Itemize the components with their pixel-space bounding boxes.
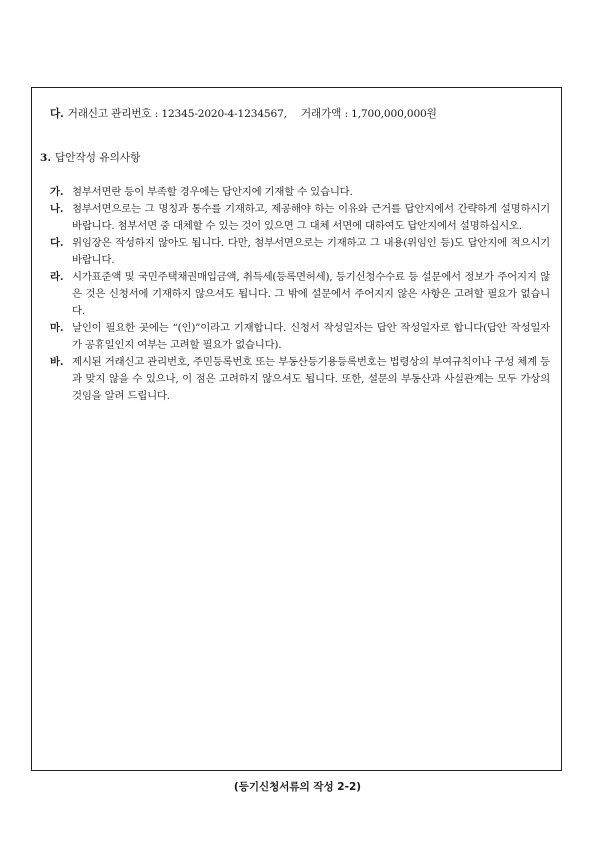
item-text: 제시된 거래신고 관리번호, 주민등록번호 또는 부동산등기용등록번호는 법령상의 부여규칙이나 구성 체계 등과 맞지 않을 수 있으나, 이 점은 고려하지 않으셔도 됩니다. 또한, 설문의 부동산과 사실관계는 모두 가상의 것임을 알려 드립니다.: [72, 356, 550, 402]
item-mark: 가.: [50, 186, 64, 198]
transaction-info-line: [50, 106, 437, 121]
item-text: 날인이 필요한 곳에는 “(인)”이라고 기재합니다. 신청서 작성일자는 답안 작성일자로 합니다(답안 작성일자가 공휴일인지 여부는 고려할 필요가 없습니다).: [72, 322, 550, 351]
item-mark: 마.: [50, 322, 64, 334]
instruction-item: [50, 235, 550, 269]
section-title-text: 답안작성 유의사항: [55, 152, 141, 164]
item-text: 첨부서면란 등이 부족할 경우에는 답안지에 기재할 수 있습니다.: [72, 186, 353, 198]
page-footer: (등기신청서류의 작성 2-2): [233, 781, 362, 793]
item-text: 첨부서면으로는 그 명칭과 통수를 기재하고, 제공해야 하는 이유와 근거를 답안지에서 간략하게 설명하시기 바랍니다. 첨부서면 중 대체할 수 있는 것이 있으면 그 대체 서면에 대하여도 답안지에서 설명하십시오.: [72, 203, 550, 232]
section-number: 3.: [40, 152, 52, 164]
item-mark: 다.: [50, 237, 64, 249]
instruction-item: [50, 354, 550, 405]
item-text: 시가표준액 및 국민주택채권매입금액, 취득세(등록면허세), 등기신청수수료 등 설문에서 정보가 주어지지 않은 것은 신청서에 기재하지 않으셔도 됩니다. 그 밖에 설문에서 주어지지 않은 사항은 고려할 필요가 없습니다.: [72, 271, 550, 317]
report-number: 거래신고 관리번호 : 12345-2020-4-1234567,: [67, 108, 287, 120]
item-label: 다.: [50, 108, 64, 120]
instruction-list: [50, 184, 550, 405]
section-title: [40, 150, 140, 165]
item-mark: 나.: [50, 203, 64, 215]
instruction-item: [50, 320, 550, 354]
item-mark: 바.: [50, 356, 64, 368]
document-frame: [31, 87, 562, 771]
item-mark: 라.: [50, 271, 64, 283]
instruction-item: [50, 269, 550, 320]
instruction-item: [50, 201, 550, 235]
instruction-item: [50, 184, 550, 201]
item-text: 위임장은 작성하지 않아도 됩니다. 다만, 첨부서면으로는 기재하고 그 내용(위임인 등)도 답안지에 적으시기 바랍니다.: [72, 237, 550, 266]
transaction-price: 거래가액 : 1,700,000,000원: [300, 108, 437, 120]
